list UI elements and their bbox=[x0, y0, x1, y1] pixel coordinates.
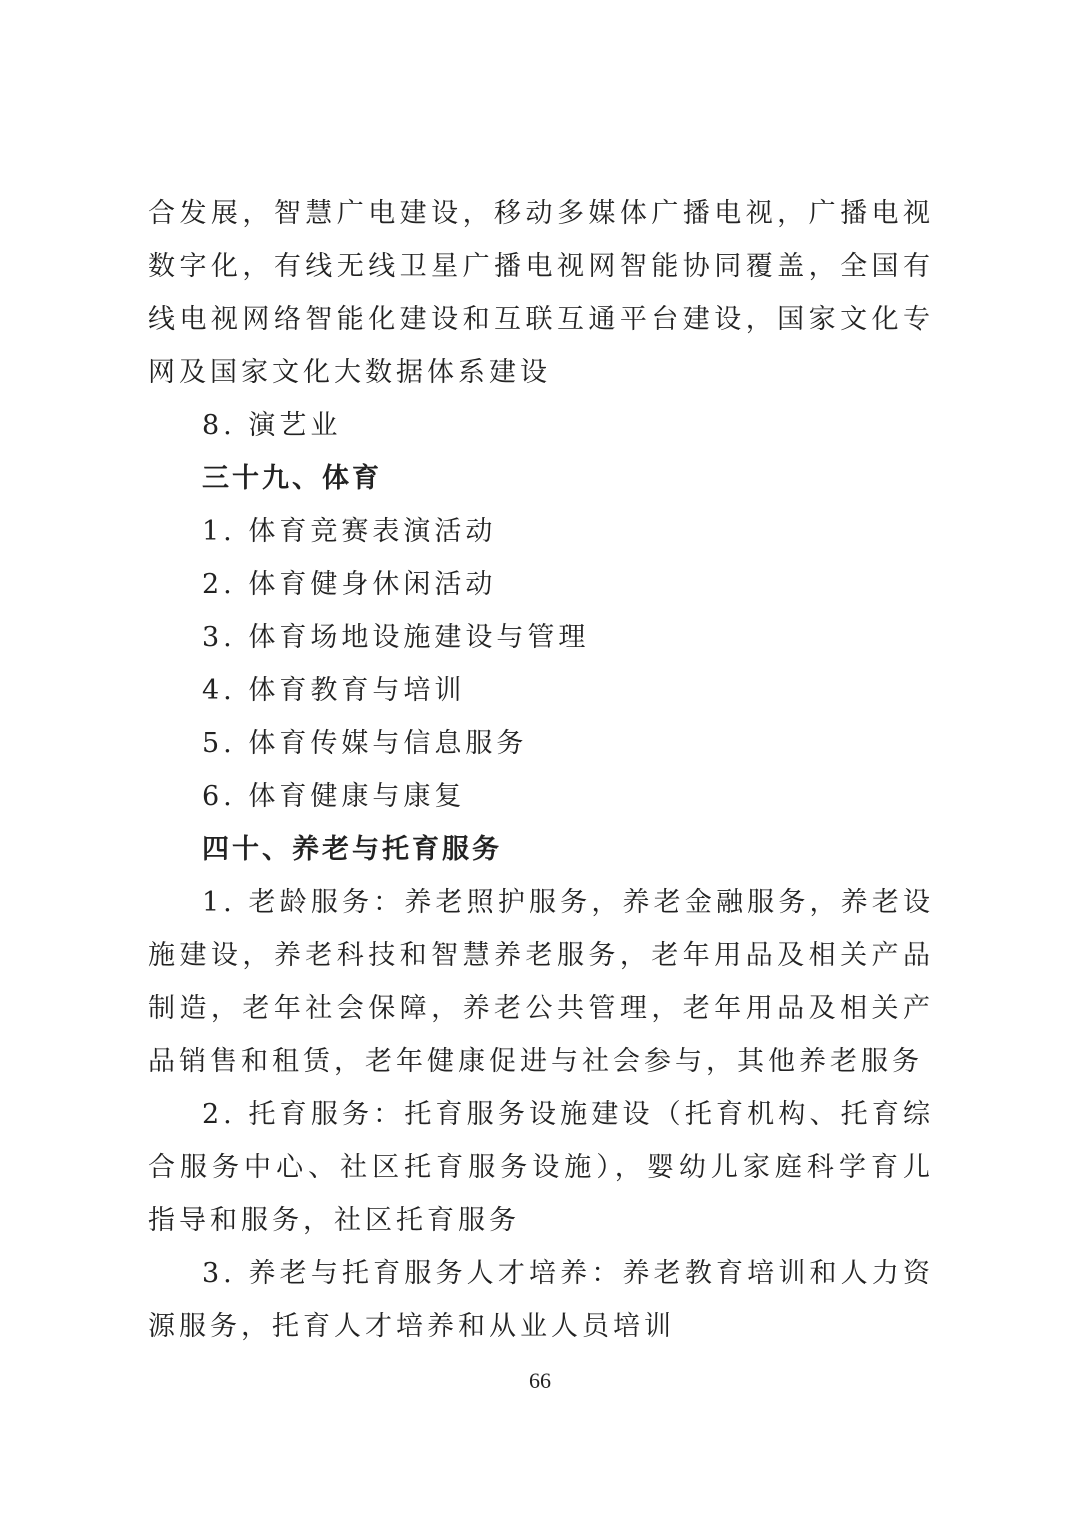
list-item-sports-1: 1. 体育竞赛表演活动 bbox=[202, 516, 497, 547]
list-item-sports-4: 4. 体育教育与培训 bbox=[202, 675, 466, 706]
document-body bbox=[148, 187, 934, 1353]
list-item-elderly-2: 2. 托育服务：托育服务设施建设（托育机构、托育综合服务中心、社区托育服务设施），婴幼儿家庭科学育儿指导和服务，社区托育服务 bbox=[148, 1099, 934, 1236]
list-item-sports-3: 3. 体育场地设施建设与管理 bbox=[202, 622, 590, 653]
paragraph-continuation: 合发展，智慧广电建设，移动多媒体广播电视，广播电视数字化，有线无线卫星广播电视网智能协同覆盖，全国有线电视网络智能化建设和互联互通平台建设，国家文化专网及国家文化大数据体系建设 bbox=[148, 198, 934, 388]
list-item-elderly-3: 3. 养老与托育服务人才培养：养老教育培训和人力资源服务，托育人才培养和从业人员培训 bbox=[148, 1258, 934, 1342]
list-item-elderly-1: 1. 老龄服务：养老照护服务，养老金融服务，养老设施建设，养老科技和智慧养老服务，老年用品及相关产品制造，老年社会保障，养老公共管理，老年用品及相关产品销售和租赁，老年健康促进与社会参与，其他养老服务 bbox=[148, 887, 934, 1077]
page-number: 66 bbox=[529, 1368, 551, 1393]
list-item-performing-arts: 8. 演艺业 bbox=[202, 410, 342, 441]
list-item-sports-2: 2. 体育健身休闲活动 bbox=[202, 569, 497, 600]
section-heading-elderly-childcare: 四十、养老与托育服务 bbox=[202, 834, 502, 865]
list-item-sports-5: 5. 体育传媒与信息服务 bbox=[202, 728, 528, 759]
list-item-sports-6: 6. 体育健康与康复 bbox=[202, 781, 466, 812]
section-heading-sports: 三十九、体育 bbox=[202, 463, 382, 494]
